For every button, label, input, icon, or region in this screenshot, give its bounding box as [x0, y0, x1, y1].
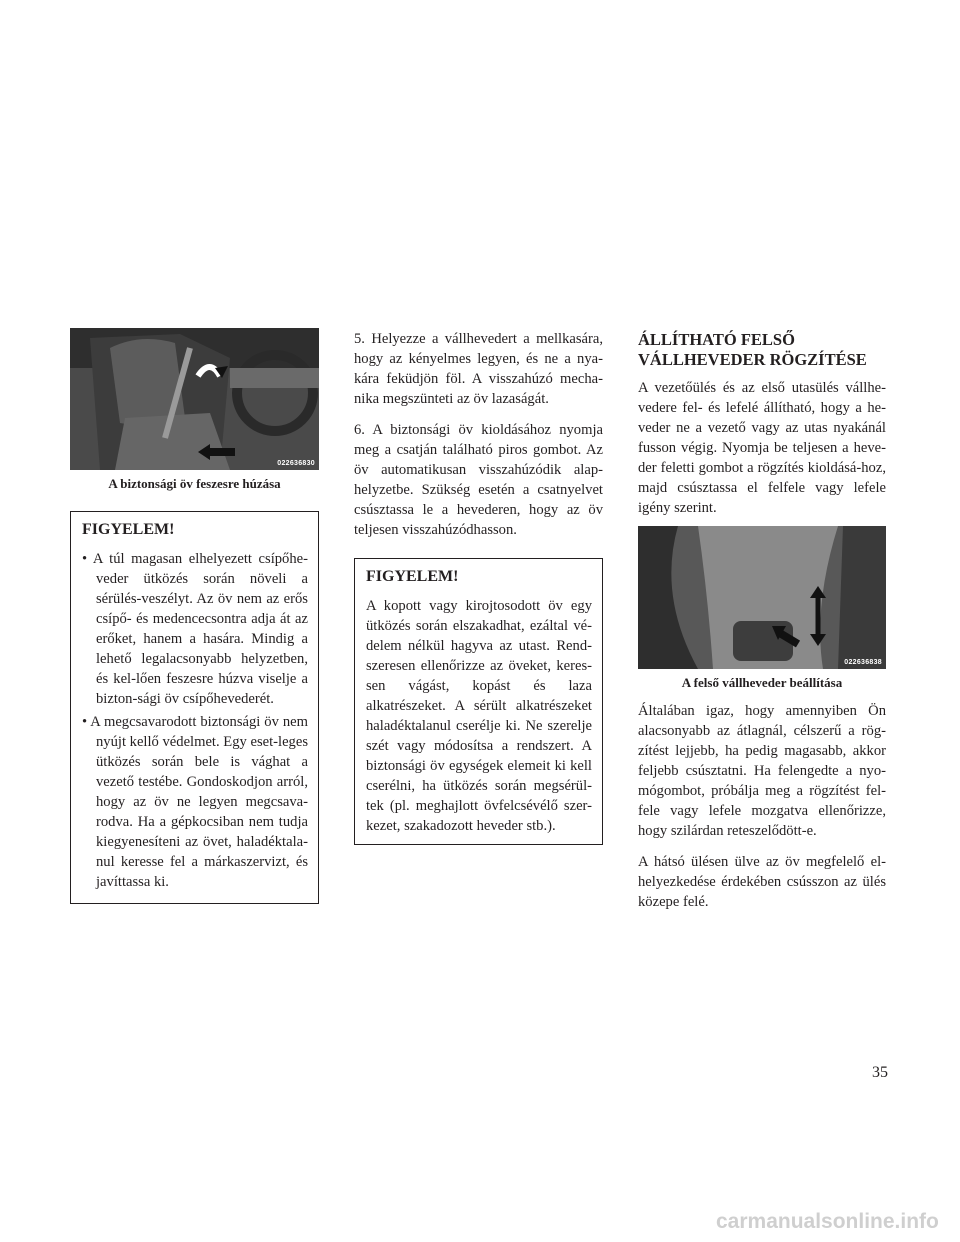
figure-caption: A biztonsági öv feszesre húzása: [108, 476, 281, 491]
page-number: 35: [872, 1064, 888, 1081]
seat-belt-tightening-image: [70, 328, 319, 470]
warning-box: [70, 511, 319, 904]
figure-id-label: 022636830: [277, 460, 315, 467]
section-intro: A vezetőülés és az első utasülés vállhe-vedere fel- és lefelé állítható, hogy a he-veder ne a vezető vagy az utas nyakánál fusson végig. Nyomja be teljesen a heve-der feletti gombot a rögzítés kioldásá-hoz, majd csúsztassa el felfele vagy lefele igény szerint.: [638, 380, 886, 516]
warning-text: A kopott vagy kirojtosodott öv egy ütközés során elszakadhat, ezáltal vé-delem nélkül hagyva az utast. Rend-szeresen ellenőrizze az öveket, keres-sen vágást, kopást és laza alkatrészeket. A sérült alkatrészeket haladéktalanul cserélje ki. Ne szerelje szét vagy módosítsa a rendszert. A biztonsági öv egységek elemeit ki kell cserélni, ha ütközés során megsérül-tek (pl. meghajlott övfelcsévélő szer-kezet, szakadozott heveder stb.).: [366, 598, 592, 834]
section-heading-line-2: VÁLLHEVEDER RÖGZÍTÉSE: [638, 350, 867, 369]
warning-list: [82, 549, 308, 892]
section-heading: [638, 330, 886, 370]
shoulder-belt-adjuster-illustration: [638, 526, 886, 669]
watermark: carmanualsonline.info: [716, 1210, 939, 1233]
warning-title: FIGYELEM!: [366, 568, 459, 585]
car-interior-illustration: [70, 328, 319, 470]
body-paragraph: A hátsó ülésen ülve az öv megfelelő el-helyezkedése érdekében csússzon az ülés közepe felé.: [638, 854, 886, 910]
warning-item: • A megcsavarodott biztonsági öv nem nyújt kellő védelmet. Egy eset-leges ütközés során bele is vághat a vezető testébe. Gondoskodjon arról, hogy az öv ne legyen megcsava-rodva. Ha a gépkocsiban nem tudja kiegyenesíteni az övet, haladéktala-nul keresse fel a márkaszervizt, és javíttassa ki.: [82, 714, 308, 890]
body-paragraph: Általában igaz, hogy amennyiben Ön alacsonyabb az átlagnál, célszerű a rög-zítést lejjebb, ha pedig magasabb, akkor feljebb csúsztatni. Ha felengedte a nyo-mógombot, próbálja meg a rögzítést fel-fele vagy lefele mozgatva ellenőrizze, hogy szilárdan reteszelődött-e.: [638, 703, 886, 839]
left-column: [70, 328, 319, 904]
instruction-step-5: 5. Helyezze a vállhevedert a mellkasára, hogy az kényelmes legyen, és ne a nya-kára feküdjön föl. A visszahúzó mecha-nika megszünteti az öv lazaságát.: [354, 331, 603, 407]
shoulder-belt-adjuster-image: [638, 526, 886, 669]
figure-id-label: 022636838: [844, 659, 882, 666]
middle-column: [354, 329, 603, 845]
warning-item: • A túl magasan elhelyezett csípőhe-veder ütközés során növeli a sérülés-veszélyt. Az öv nem az erős csípő- és medencecsontra adja át az erőket, hanem a hasára. Mindig a lehető legalacsonyabb helyzetben, és kel-lően feszesre húzva viselje a bizton-sági öv csípőhevederét.: [82, 551, 308, 707]
warning-title: FIGYELEM!: [82, 521, 175, 538]
right-column: [638, 330, 886, 923]
figure-caption: A felső vállheveder beállítása: [681, 675, 843, 690]
section-heading-line-1: ÁLLÍTHATÓ FELSŐ: [638, 330, 795, 349]
warning-box: [354, 558, 603, 845]
instruction-step-6: 6. A biztonsági öv kioldásához nyomja meg a csatján található piros gombot. Az öv automatikusan visszahúzódik alap-helyzetbe. Szükség esetén a csatnyelvet csúsztassa le a hevederen, hogy az öv teljesen visszahúzódhasson.: [354, 422, 603, 538]
